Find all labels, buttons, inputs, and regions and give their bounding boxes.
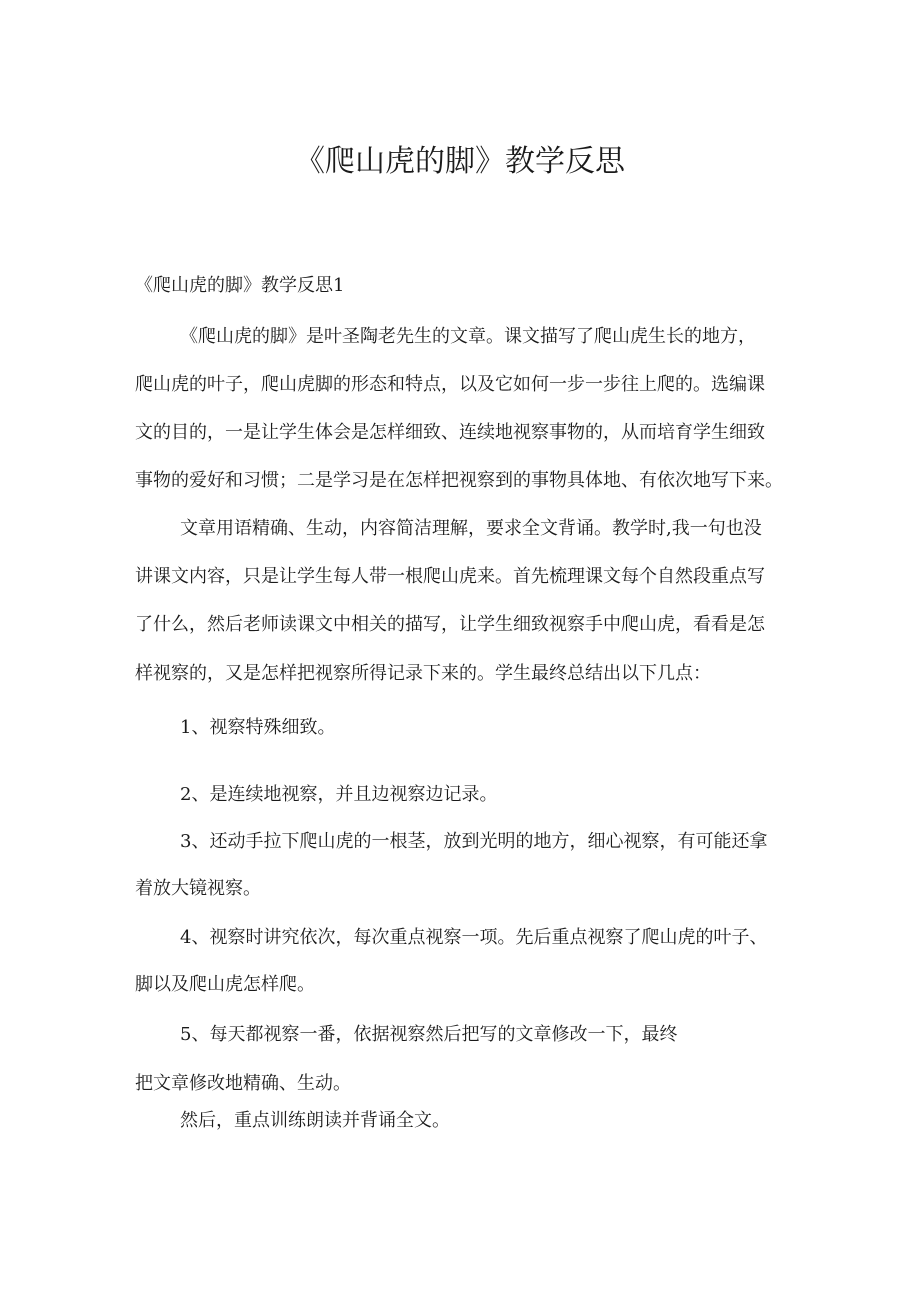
section-heading: 《爬山虎的脚》教学反思1: [135, 275, 345, 296]
list-item: 5、每天都视察一番，依据视察然后把写的文章修改一下，最终: [180, 1024, 678, 1045]
paragraph-line: 事物的爱好和习惯；二是学习是在怎样把视察到的事物具体地、有依次地写下来。: [135, 470, 783, 491]
list-item-continuation: 把文章修改地精确、生动。: [135, 1073, 351, 1094]
document-title: 《爬山虎的脚》教学反思: [295, 144, 625, 179]
paragraph-line: 爬山虎的叶子，爬山虎脚的形态和特点，以及它如何一步一步往上爬的。选编课: [135, 374, 765, 395]
list-item: 3、还动手拉下爬山虎的一根茎，放到光明的地方，细心视察，有可能还拿: [180, 831, 768, 852]
paragraph-line: 《爬山虎的脚》是叶圣陶老先生的文章。课文描写了爬山虎生长的地方，: [180, 326, 756, 347]
list-item-continuation: 脚以及爬山虎怎样爬。: [135, 974, 315, 995]
list-item: 4、视察时讲究依次，每次重点视察一项。先后重点视察了爬山虎的叶子、: [180, 927, 768, 948]
list-item-continuation: 着放大镜视察。: [135, 878, 261, 899]
paragraph-line: 文章用语精确、生动，内容简洁理解，要求全文背诵。教学时,我一句也没: [180, 518, 762, 539]
paragraph-line: 了什么，然后老师读课文中相关的描写，让学生细致视察手中爬山虎，看看是怎: [135, 614, 765, 635]
paragraph-line: 然后，重点训练朗读并背诵全文。: [180, 1110, 450, 1131]
paragraph-line: 讲课文内容，只是让学生每人带一根爬山虎来。首先梳理课文每个自然段重点写: [135, 566, 765, 587]
list-item: 2、是连续地视察，并且边视察边记录。: [180, 784, 498, 805]
paragraph-line: 文的目的，一是让学生体会是怎样细致、连续地视察事物的，从而培育学生细致: [135, 422, 765, 443]
list-item: 1、视察特殊细致。: [180, 717, 336, 738]
paragraph-line: 样视察的，又是怎样把视察所得记录下来的。学生最终总结出以下几点：: [135, 663, 711, 684]
